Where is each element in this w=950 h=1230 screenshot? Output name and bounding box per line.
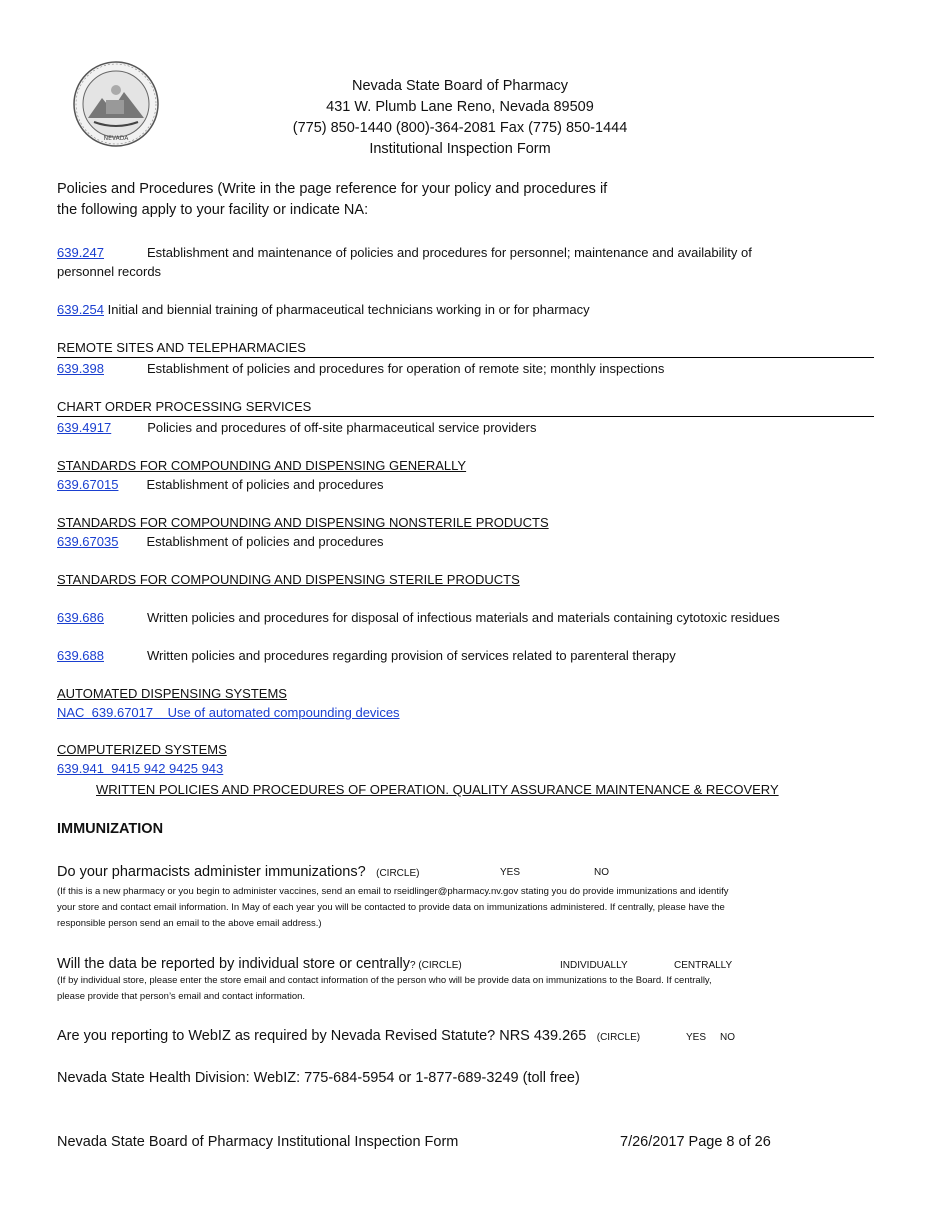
nac-link-639-247[interactable]: 639.247: [57, 245, 104, 260]
nac-link-639-686[interactable]: 639.686: [57, 610, 104, 625]
nac-link-639-67015[interactable]: 639.67015: [57, 477, 119, 492]
nac-link-639-941[interactable]: 639.941 9415 942 9425 943: [57, 761, 224, 776]
footer-form-name: Nevada State Board of Pharmacy Institutional Inspection Form: [57, 1134, 459, 1150]
nac-link-639-688[interactable]: 639.688: [57, 648, 104, 663]
item-639-247: 639.247 Establishment and maintenance of policies and procedures for personnel; maintenance and availability of personnel records: [57, 245, 752, 279]
nac-link-639-4917[interactable]: 639.4917: [57, 420, 112, 435]
item-639-4917: 639.4917 Policies and procedures of off-site pharmaceutical service providers: [57, 420, 537, 435]
question-reporting-method: Will the data be reported by individual store or centrally? (CIRCLE): [57, 956, 462, 972]
item-639-686: 639.686 Written policies and procedures for disposal of infectious materials and materials containing cytotoxic residues: [57, 610, 780, 625]
question-webiz-reporting: Are you reporting to WebIZ as required by Nevada Revised Statute? NRS 439.265 (CIRCLE): [57, 1028, 641, 1044]
option-individually[interactable]: INDIVIDUALLY: [560, 960, 628, 971]
immunization-heading: IMMUNIZATION: [57, 821, 164, 837]
question-administer-immunizations: Do your pharmacists administer immunizations? (CIRCLE): [57, 864, 420, 880]
section-heading-computerized: COMPUTERIZED SYSTEMS: [57, 742, 227, 757]
section-heading-chart-order: CHART ORDER PROCESSING SERVICES: [57, 397, 874, 417]
section-heading-compounding-sterile: STANDARDS FOR COMPOUNDING AND DISPENSING STERILE PRODUCTS: [57, 572, 520, 587]
option-no[interactable]: NO: [594, 867, 609, 878]
nac-link-639-67035[interactable]: 639.67035: [57, 534, 119, 549]
webiz-contact: Nevada State Health Division: WebIZ: 775-684-5954 or 1-877-689-3249 (toll free): [57, 1070, 580, 1086]
item-639-67015: 639.67015 Establishment of policies and procedures: [57, 477, 384, 492]
nac-link-639-67017[interactable]: NAC 639.67017 Use of automated compounding devices: [57, 705, 400, 720]
item-639-254: 639.254 Initial and biennial training of pharmaceutical technicians working in or for pharmacy: [57, 302, 590, 317]
section-heading-automated: AUTOMATED DISPENSING SYSTEMS: [57, 686, 287, 701]
org-phones: (775) 850-1440 (800)-364-2081 Fax (775) 850-1444: [292, 120, 628, 136]
item-639-398: 639.398 Establishment of policies and procedures for operation of remote site; monthly inspections: [57, 361, 665, 376]
option-centrally[interactable]: CENTRALLY: [674, 960, 733, 971]
reporting-note: (If by individual store, please enter the store email and contact information of the person who will be provide data on immunizations to the Board. If centrally, please provide that person’s email and contact information.: [57, 975, 712, 1002]
svg-text:NEVADA: NEVADA: [103, 135, 129, 142]
option-yes[interactable]: YES: [500, 867, 521, 878]
item-639-67035: 639.67035 Establishment of policies and procedures: [57, 534, 384, 549]
option-webiz-no[interactable]: NO: [720, 1032, 735, 1043]
nac-link-639-254[interactable]: 639.254: [57, 302, 104, 317]
form-title: Institutional Inspection Form: [369, 141, 551, 157]
section-heading-compounding-nonsterile: STANDARDS FOR COMPOUNDING AND DISPENSING NONSTERILE PRODUCTS: [57, 515, 549, 530]
immunization-note: (If this is a new pharmacy or you begin to administer vaccines, send an email to rseidlinger@pharmacy.nv.gov stating you do provide immunizations and identify your store and contact email information. In May of each year you will be contacted to provide data on immunizations administered. If centrally, please have the responsible person send an email to the above email address.): [57, 886, 729, 929]
org-address: 431 W. Plumb Lane Reno, Nevada 89509: [326, 99, 594, 115]
option-webiz-yes[interactable]: YES: [686, 1032, 707, 1043]
footer-page-number: 7/26/2017 Page 8 of 26: [620, 1134, 771, 1150]
item-639-688: 639.688 Written policies and procedures regarding provision of services related to parenteral therapy: [57, 648, 676, 663]
section-heading-written-policies: WRITTEN POLICIES AND PROCEDURES OF OPERATION. QUALITY ASSURANCE MAINTENANCE & RECOVERY: [96, 782, 779, 797]
letterhead: [0, 76, 920, 160]
org-name: Nevada State Board of Pharmacy: [351, 78, 568, 94]
nac-link-639-398[interactable]: 639.398: [57, 361, 104, 376]
intro-text: Policies and Procedures (Write in the page reference for your policy and procedures if the following apply to your facility or indicate NA:: [57, 181, 608, 218]
section-heading-compounding-general: STANDARDS FOR COMPOUNDING AND DISPENSING GENERALLY: [57, 458, 467, 473]
section-heading-remote: REMOTE SITES AND TELEPHARMACIES: [57, 338, 874, 358]
